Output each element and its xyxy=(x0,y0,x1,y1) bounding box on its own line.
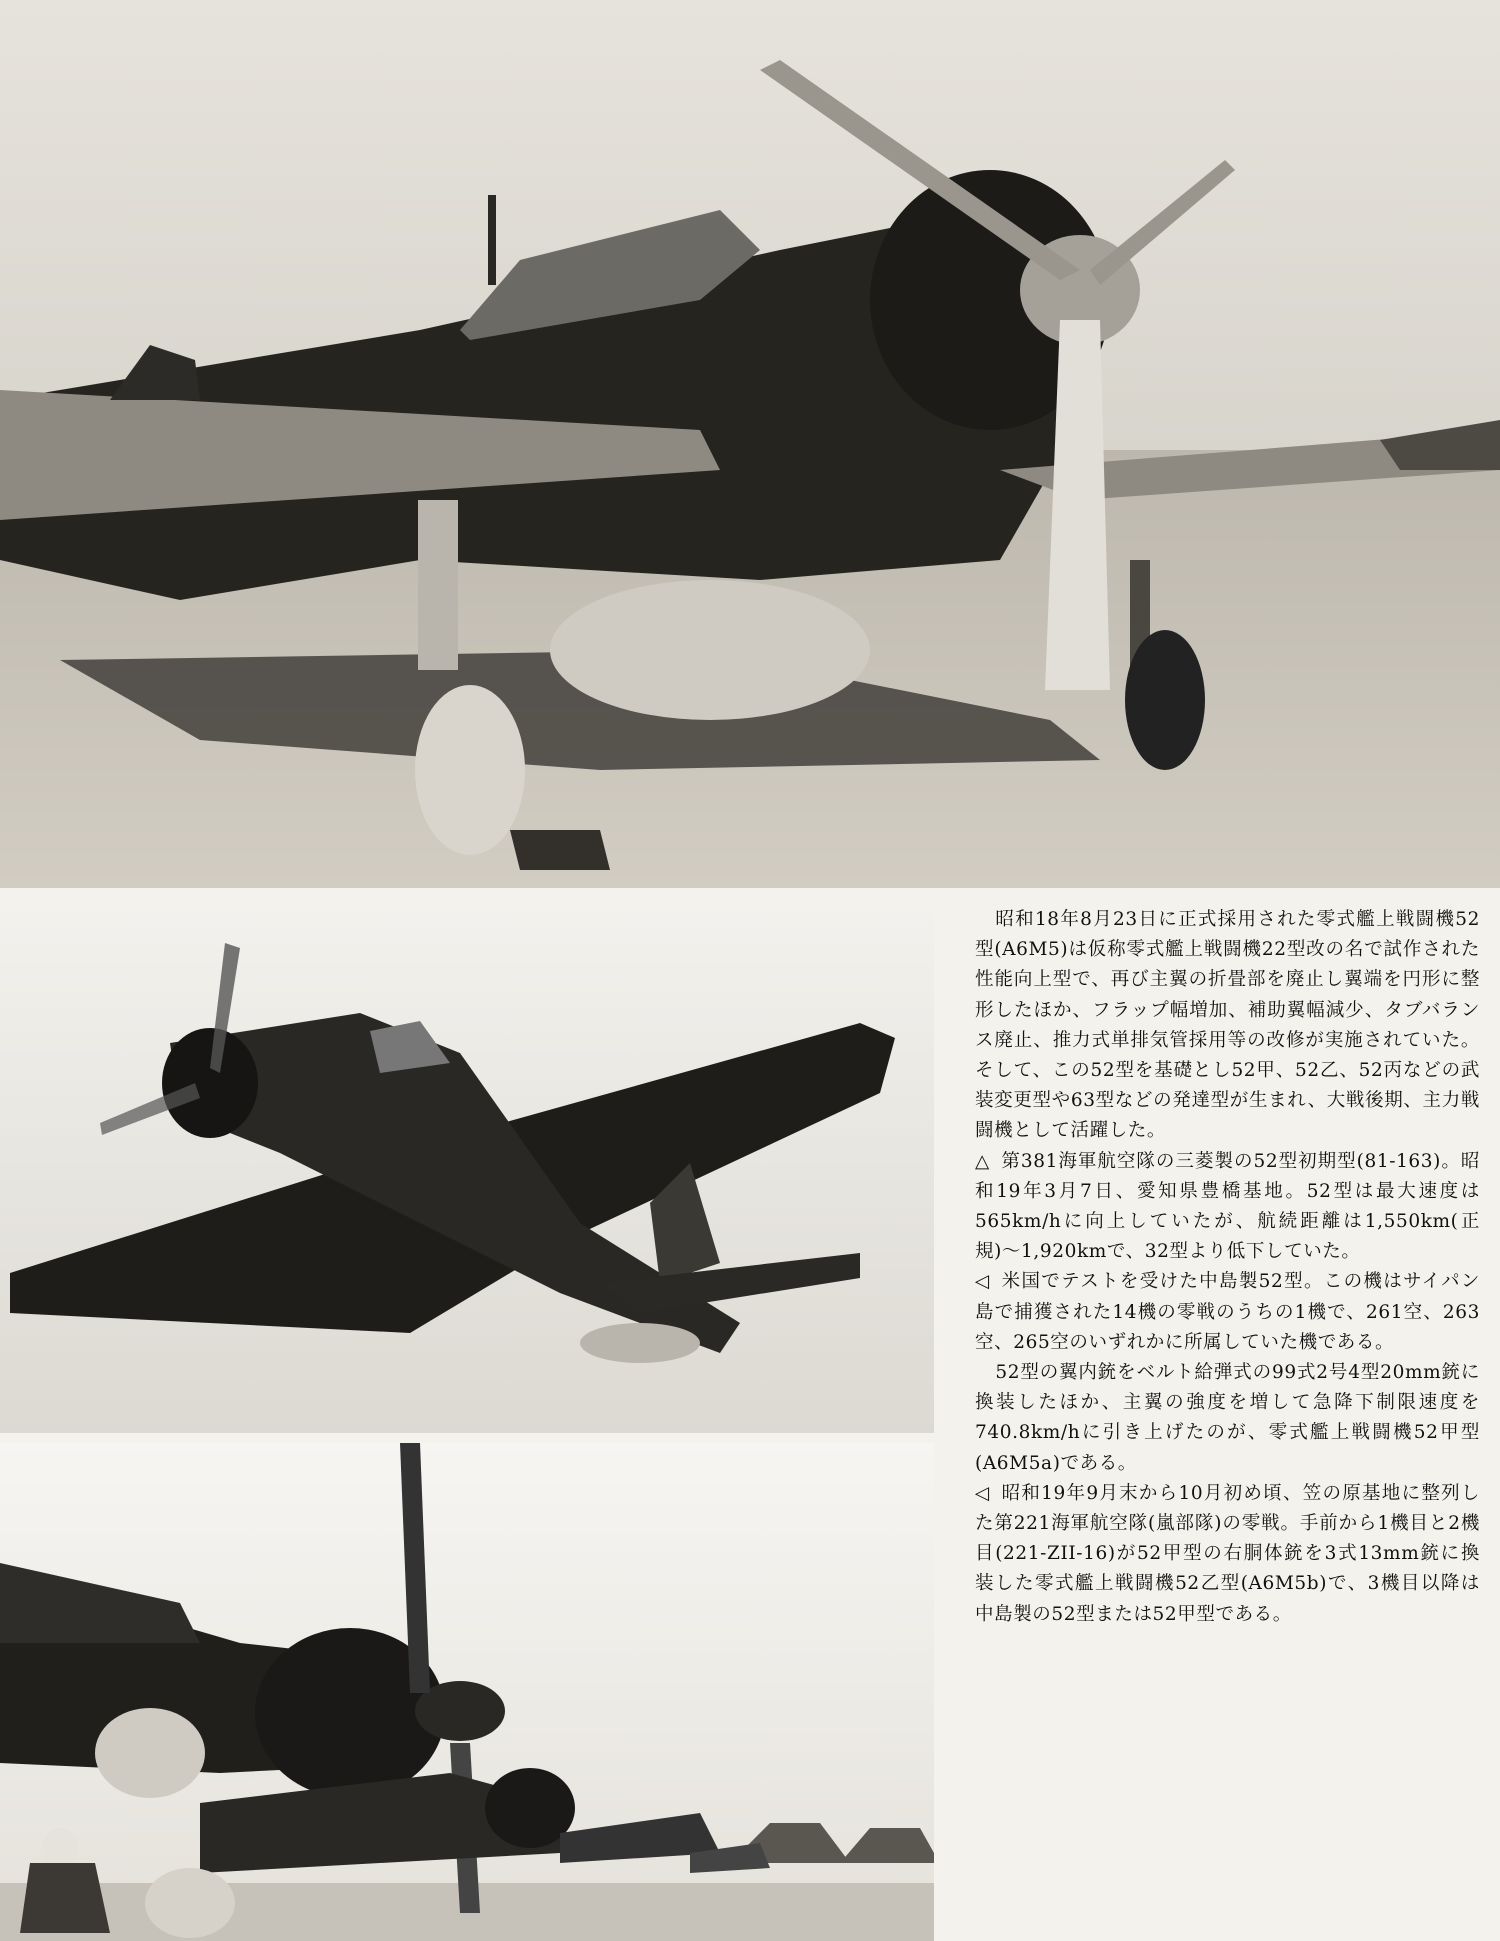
caption-ref-bottom-text: 昭和19年9月末から10月初め頃、笠の原基地に整列した第221海軍航空隊(嵐部隊)の零戦。手前から1機目と2機目(221-ZII-16)が52甲型の右胴体銃を3式13mm銃に換装した零式艦上戦闘機52乙型(A6M5b)で、3機目以降は中島製の52型または52甲型である。 xyxy=(975,1482,1480,1625)
caption-ref-bottom xyxy=(975,1479,1480,1630)
caption-ref-top-text: 第381海軍航空隊の三菱製の52型初期型(81-163)。昭和19年3月7日、愛知県豊橋基地。52型は最大速度は565km/hに向上していたが、航続距離は1,550km(正規)〜1,920kmで、32型より低下していた。 xyxy=(975,1150,1481,1263)
caption-para2: 52型の翼内銃をベルト給弾式の99式2号4型20mm銃に換装したほか、主翼の強度を増して急降下制限速度を740.8km/hに引き上げたのが、零式艦上戦闘機52甲型(A6M5a)である。 xyxy=(975,1362,1480,1474)
caption-ref-top xyxy=(975,1147,1480,1268)
caption-ref-mid-text: 米国でテストを受けた中島製52型。この機はサイパン島で捕獲された14機の零戦のうちの1機で、261空、263空、265空のいずれかに所属していた機である。 xyxy=(975,1271,1481,1353)
photo-top-zero-ground xyxy=(0,0,1500,888)
caption-ref-mid xyxy=(975,1267,1480,1358)
photo-mid-zero-flight xyxy=(0,913,934,1433)
triangle-left-icon: ◁ xyxy=(975,1482,991,1504)
caption-column xyxy=(975,905,1480,1630)
triangle-left-icon: ◁ xyxy=(975,1271,991,1293)
triangle-up-icon: △ xyxy=(975,1150,991,1172)
photo-bottom-zero-lineup xyxy=(0,1443,934,1941)
caption-intro: 昭和18年8月23日に正式採用された零式艦上戦闘機52型(A6M5)は仮称零式艦上戦闘機22型改の名で試作された性能向上型で、再び主翼の折畳部を廃止し翼端を円形に整形したほか、フラップ幅増加、補助翼幅減少、タブバランス廃止、推力式単排気管採用等の改修が実施されていた。そして、この52型を基礎とし52甲、52乙、52丙などの武装変更型や63型などの発達型が生まれ、大戦後期、主力戦闘機として活躍した。 xyxy=(975,909,1480,1142)
